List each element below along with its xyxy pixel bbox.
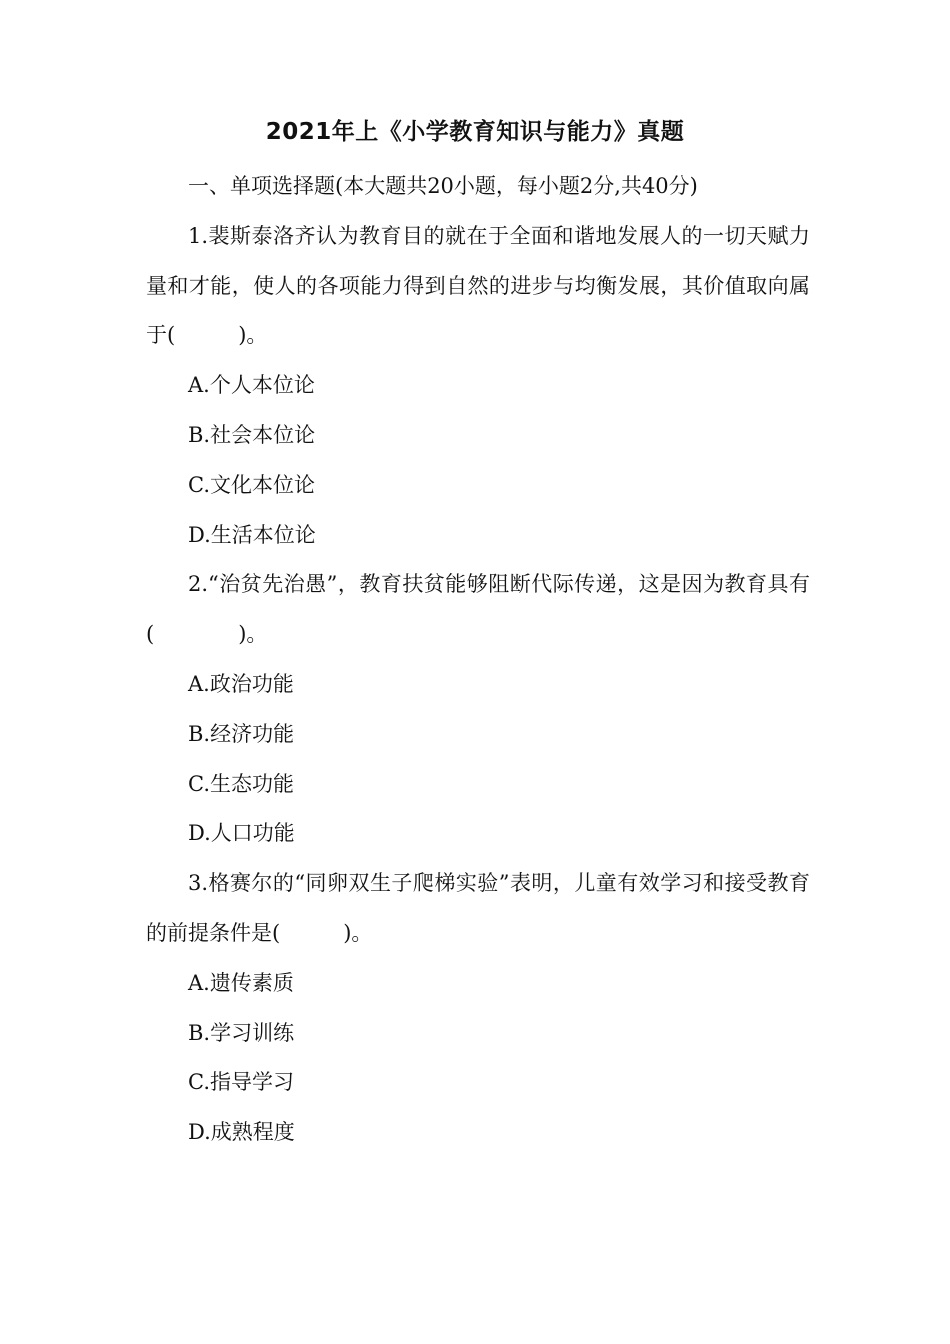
option-a: A.遗传素质 — [188, 970, 294, 995]
option-a: A.个人本位论 — [188, 373, 315, 398]
question-1 — [146, 212, 810, 561]
option-c: C.生态功能 — [188, 771, 294, 796]
option-d: D.人口功能 — [188, 821, 295, 846]
option-b: B.学习训练 — [188, 1020, 295, 1045]
option-c: C.文化本位论 — [188, 472, 315, 497]
question-3 — [146, 859, 810, 1158]
question-stem: 2.“治贫先治愚”，教育扶贫能够阻断代际传递，这是因为教育具有( )。 — [146, 572, 810, 647]
option-b: B.社会本位论 — [188, 422, 316, 447]
section-heading: 一、单项选择题(本大题共20小题，每小题2分,共40分) — [188, 174, 698, 198]
question-stem: 1.裴斯泰洛齐认为教育目的就在于全面和谐地发展人的一切天赋力量和才能，使人的各项能力得到自然的进步与均衡发展，其价值取向属于( )。 — [146, 223, 810, 348]
question-2 — [146, 560, 810, 859]
document-body — [146, 162, 810, 1158]
option-c: C.指导学习 — [188, 1070, 294, 1095]
option-d: D.生活本位论 — [188, 522, 316, 547]
option-a: A.政治功能 — [188, 671, 294, 696]
document-title: 2021年上《小学教育知识与能力》真题 — [265, 119, 685, 145]
option-b: B.经济功能 — [188, 721, 295, 746]
option-d: D.成熟程度 — [188, 1120, 295, 1145]
question-stem: 3.格赛尔的“同卵双生子爬梯实验”表明，儿童有效学习和接受教育的前提条件是( )。 — [146, 871, 810, 945]
